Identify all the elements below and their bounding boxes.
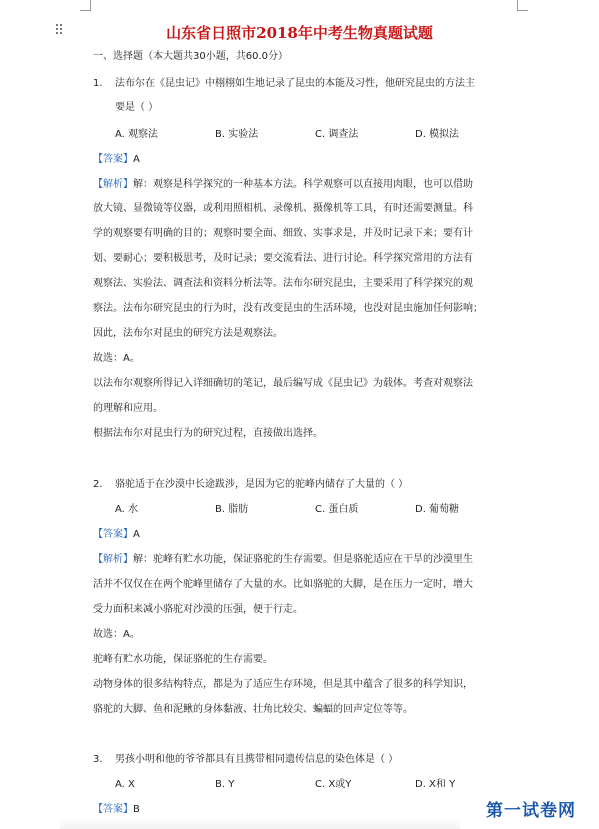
analysis-text: 活并不仅仅在在两个驼峰里储存了大量的水。比如骆驼的大脚，是在压力一定时，增大: [93, 579, 473, 590]
choice-line: 故选：A。: [93, 629, 140, 640]
page-title: 山东省日照市2018年中考生物真题试题: [166, 24, 433, 42]
question-stem: 男孩小明和他的爷爷都具有且携带相同遗传信息的染色体是（ ）: [115, 754, 399, 765]
option-b: B. 实验法: [215, 129, 259, 140]
analysis-text: 因此，法布尔对昆虫的研究方法是观察法。: [93, 328, 283, 339]
answer-line: [93, 528, 140, 542]
answer-value: B: [133, 804, 140, 815]
analysis-text: 放大镜、显微镜等仪器，或利用照相机、录像机、摄像机等工具，有时还需要测量。科: [93, 203, 473, 214]
answer-tag: 【答案】: [93, 529, 133, 540]
option-a: A. 水: [115, 504, 139, 515]
section-heading: 一、选择题（本大题共30小题，共60.0分）: [93, 51, 288, 62]
page-corner-mark: [80, 0, 91, 11]
question-number: 1.: [93, 78, 103, 89]
analysis-text: 观察法、实验法、调查法和资料分析法等。法布尔研究昆虫，主要采用了科学探究的观: [93, 278, 473, 289]
note-text: 的理解和应用。: [93, 403, 163, 414]
analysis-tag: 【解析】: [93, 554, 133, 565]
analysis-tag: 【解析】: [93, 179, 133, 190]
question-number: 3.: [93, 754, 103, 765]
question-stem: 法布尔在《昆虫记》中栩栩如生地记录了昆虫的本能及习性，他研究昆虫的方法主: [115, 78, 475, 89]
answer-tag: 【答案】: [93, 804, 133, 815]
option-b: B. Y: [215, 779, 235, 790]
question-stem: 要是（ ）: [115, 102, 159, 113]
option-c: C. 调查法: [315, 129, 359, 140]
analysis-line: [93, 178, 473, 192]
analysis-text: 划、要耐心；要积极思考，及时记录；要交流看法、进行讨论。科学探究常用的方法有: [93, 253, 473, 264]
analysis-text: 解：驼峰有贮水功能，保证骆驼的生存需要。但是骆驼适应在干旱的沙漠里生: [133, 554, 473, 565]
question-stem: 骆驼适于在沙漠中长途跋涉，是因为它的驼峰内储存了大量的（ ）: [115, 479, 409, 490]
option-a: A. 观察法: [115, 129, 159, 140]
note-text: 骆驼的大脚、鱼和泥鳅的身体黏液、壮角比较尖、蝙蝠的回声定位等等。: [93, 704, 413, 715]
page-bottom-edge: [60, 818, 460, 829]
analysis-text: 学的观察要有明确的目的；观察时要全面、细致、实事求是，并及时记录下来；要有计: [93, 228, 473, 239]
option-d: D. 模拟法: [415, 129, 460, 140]
answer-line: [93, 803, 140, 817]
answer-line: [93, 153, 140, 167]
answer-value: A: [133, 529, 140, 540]
note-text: 驼峰有贮水功能，保证骆驼的生存需要。: [93, 654, 273, 665]
site-watermark: 第一试卷网: [486, 801, 576, 821]
option-d: D. X和 Y: [415, 779, 456, 790]
analysis-text: 解：观察是科学探究的一种基本方法。科学观察可以直接用肉眼，也可以借助: [133, 179, 473, 190]
page-corner-mark: [517, 0, 528, 11]
option-c: C. X或Y: [315, 779, 352, 790]
analysis-line: [93, 553, 473, 567]
answer-value: A: [133, 154, 140, 165]
answer-tag: 【答案】: [93, 154, 133, 165]
choice-line: 故选：A。: [93, 353, 140, 364]
option-b: B. 脂肪: [215, 504, 249, 515]
analysis-text: 受力面积来减小骆驼对沙漠的压强，便于行走。: [93, 604, 303, 615]
note-text: 动物身体的很多结构特点，都是为了适应生存环境，但是其中蕴含了很多的科学知识，: [93, 679, 473, 690]
analysis-text: 察法。法布尔研究昆虫的行为时，没有改变昆虫的生活环境，也没对昆虫施加任何影响；: [93, 303, 483, 314]
option-a: A. X: [115, 779, 135, 790]
option-c: C. 蛋白质: [315, 504, 359, 515]
note-text: 根据法布尔对昆虫行为的研究过程，直接做出选择。: [93, 428, 323, 439]
question-number: 2.: [93, 479, 103, 490]
note-text: 以法布尔观察所得记入详细确切的笔记，最后编写成《昆虫记》为载体。考查对观察法: [93, 378, 473, 389]
option-d: D. 葡萄糖: [415, 504, 460, 515]
